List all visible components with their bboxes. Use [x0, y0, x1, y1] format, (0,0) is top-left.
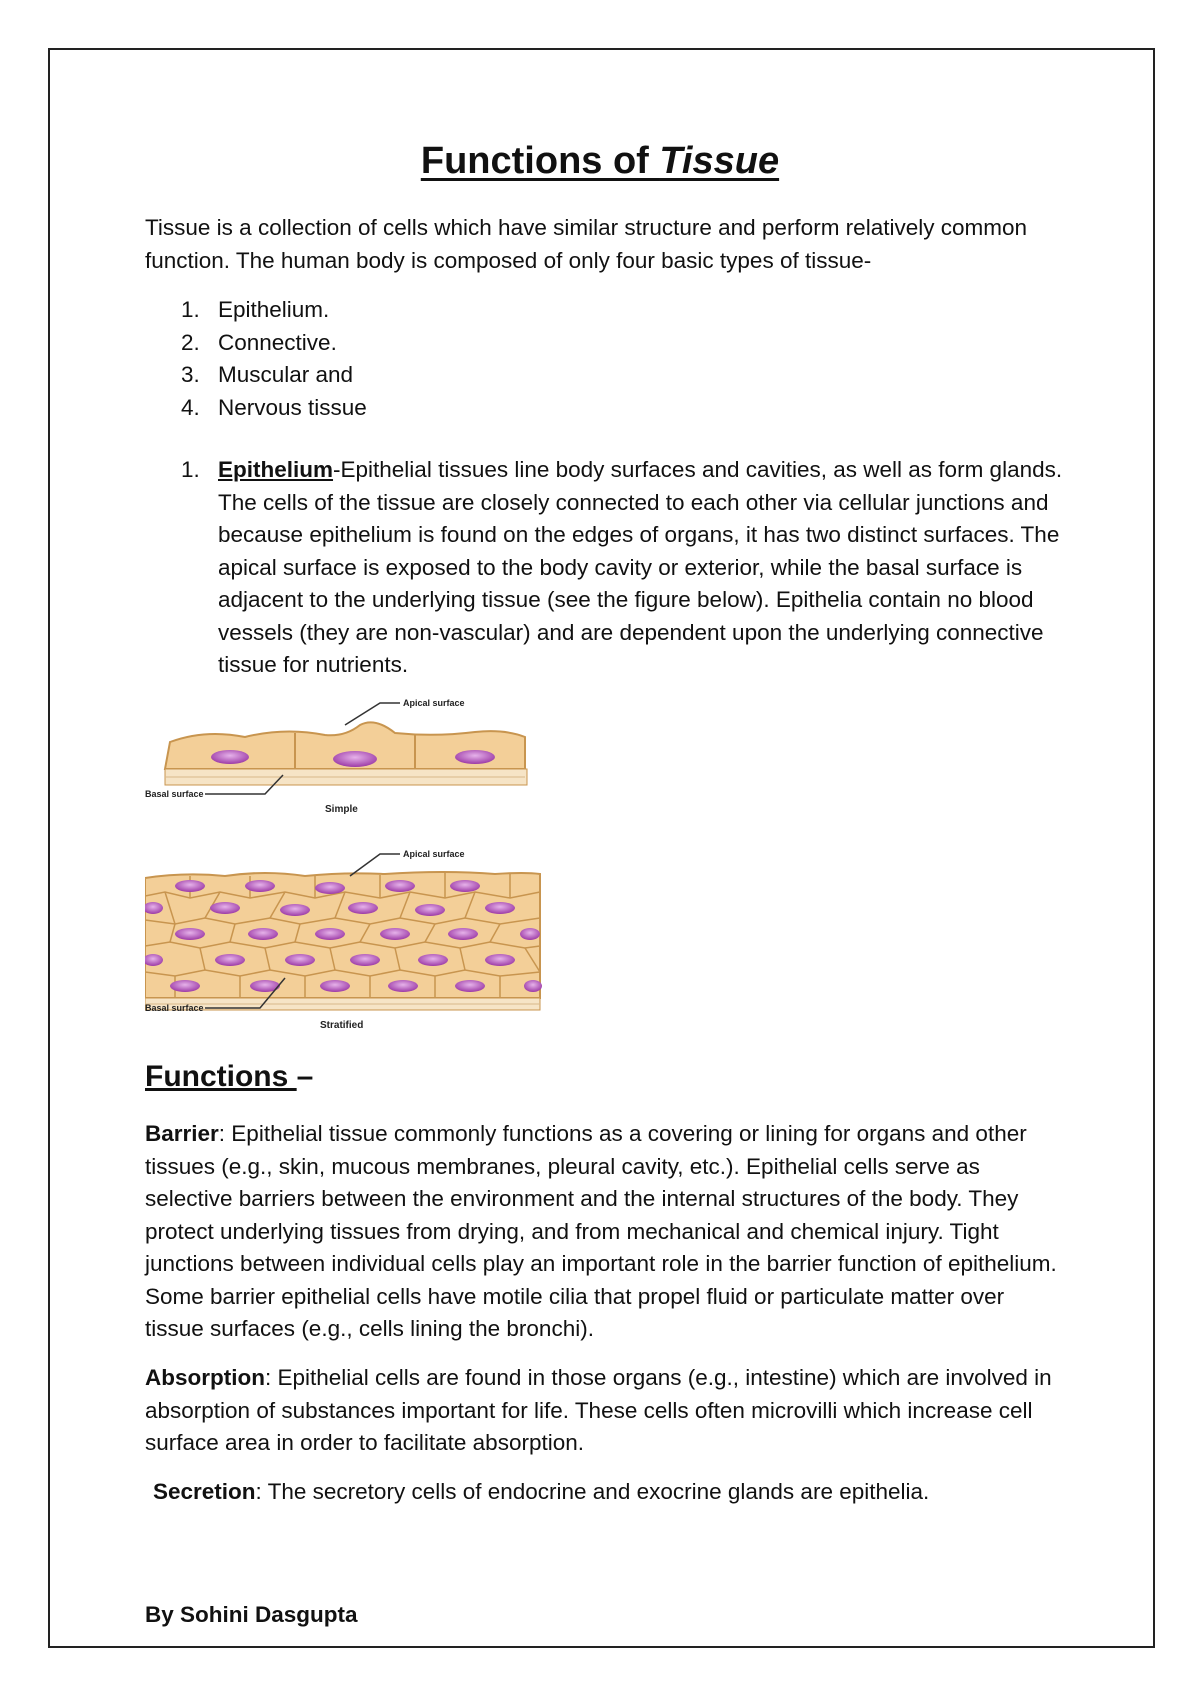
simple-epithelium-figure: [145, 697, 545, 822]
tissue-types-list: [145, 294, 373, 424]
nucleus: [485, 954, 515, 966]
nucleus: [415, 904, 445, 916]
simple-caption: Simple: [325, 804, 358, 815]
intro-paragraph: Tissue is a collection of cells which have similar structure and perform relatively common function. The human body is composed of only four basic types of tissue-: [145, 215, 1027, 273]
nucleus: [348, 902, 378, 914]
nucleus: [485, 902, 515, 914]
nucleus: [210, 902, 240, 914]
apical-surface-label: Apical surface: [403, 698, 465, 708]
list-item: 3. Muscular and: [181, 362, 354, 387]
epithelium-term: Epithelium: [218, 457, 334, 482]
epithelium-section: 1. Epithelium-Epithelial tissues line body surfaces and cavities, as well as form glands. The cells of the tissue are closely connected to each other via cellular junctions and because epithelium is found on the edges of organs, it has two distinct surfaces. The apical surface is exposed to the body cavity or exterior, while the basal surface is adjacent to the underlying tissue (see the figure below). Epithelia contain no blood vessels (they are non-vascular) and are dependent upon the underlying connective tissue for nutrients.: [181, 457, 1063, 677]
nucleus: [520, 928, 540, 940]
nucleus: [455, 750, 495, 764]
nucleus: [385, 880, 415, 892]
nucleus: [215, 954, 245, 966]
secretion-paragraph: Secretion: The secretory cells of endocrine and exocrine glands are epithelia.: [153, 1479, 930, 1504]
functions-heading: Functions –: [145, 1060, 314, 1093]
nucleus: [380, 928, 410, 940]
barrier-paragraph: Barrier: Epithelial tissue commonly functions as a covering or lining for organs and other tissues (e.g., skin, mucous membranes, pleural cavity, etc.). Epithelial cells serve as selective barriers between the environment and the internal structures of the body. They protect underlying tissues from drying, and from mechanical and chemical injury. Tight junctions between individual cells play an important role in the barrier function of epithelium. Some barrier epithelial cells have motile cilia that propel fluid or particulate matter over tissue surfaces (e.g., cells lining the bronchi).: [145, 1121, 1057, 1341]
list-item: 1. Epithelium.: [181, 297, 330, 322]
list-item: 2. Connective.: [181, 329, 337, 355]
basal-surface-label: Basal surface: [145, 1003, 204, 1013]
nucleus: [248, 928, 278, 940]
author-byline: By Sohini Dasgupta: [145, 1602, 358, 1627]
stratified-epithelium-figure: [145, 848, 555, 1038]
nucleus: [448, 928, 478, 940]
page-title: Functions of Tissue: [420, 140, 780, 182]
basal-surface-label: Basal surface: [145, 789, 204, 799]
nucleus: [211, 750, 249, 764]
nucleus: [450, 880, 480, 892]
nucleus: [315, 882, 345, 894]
nucleus: [418, 954, 448, 966]
stratified-caption: Stratified: [320, 1020, 364, 1031]
nucleus: [285, 954, 315, 966]
nucleus: [320, 980, 350, 992]
nucleus: [280, 904, 310, 916]
nucleus: [315, 928, 345, 940]
nucleus: [175, 880, 205, 892]
nucleus: [245, 880, 275, 892]
nucleus: [333, 751, 377, 767]
absorption-paragraph: Absorption: Epithelial cells are found in those organs (e.g., intestine) which are involved in absorption of substances important for life. These cells often microvilli which increase cell surface area in order to facilitate absorption.: [145, 1365, 1052, 1455]
epithelium-description: -Epithelial tissues line body surfaces and cavities, as well as form glands. The cells of the tissue are closely connected to each other via cellular junctions and because epithelium is found on the edges of organs, it has two distinct surfaces. The apical surface is exposed to the body cavity or exterior, while the basal surface is adjacent to the underlying tissue (see the figure below). Epithelia contain no blood vessels (they are non-vascular) and are dependent upon the underlying connective tissue for nutrients.: [218, 457, 1063, 677]
list-item: 4. Nervous tissue: [181, 394, 367, 420]
nucleus: [524, 980, 542, 992]
apical-surface-label: Apical surface: [403, 849, 465, 859]
nucleus: [175, 928, 205, 940]
nucleus: [388, 980, 418, 992]
nucleus: [350, 954, 380, 966]
nucleus: [455, 980, 485, 992]
nucleus: [170, 980, 200, 992]
